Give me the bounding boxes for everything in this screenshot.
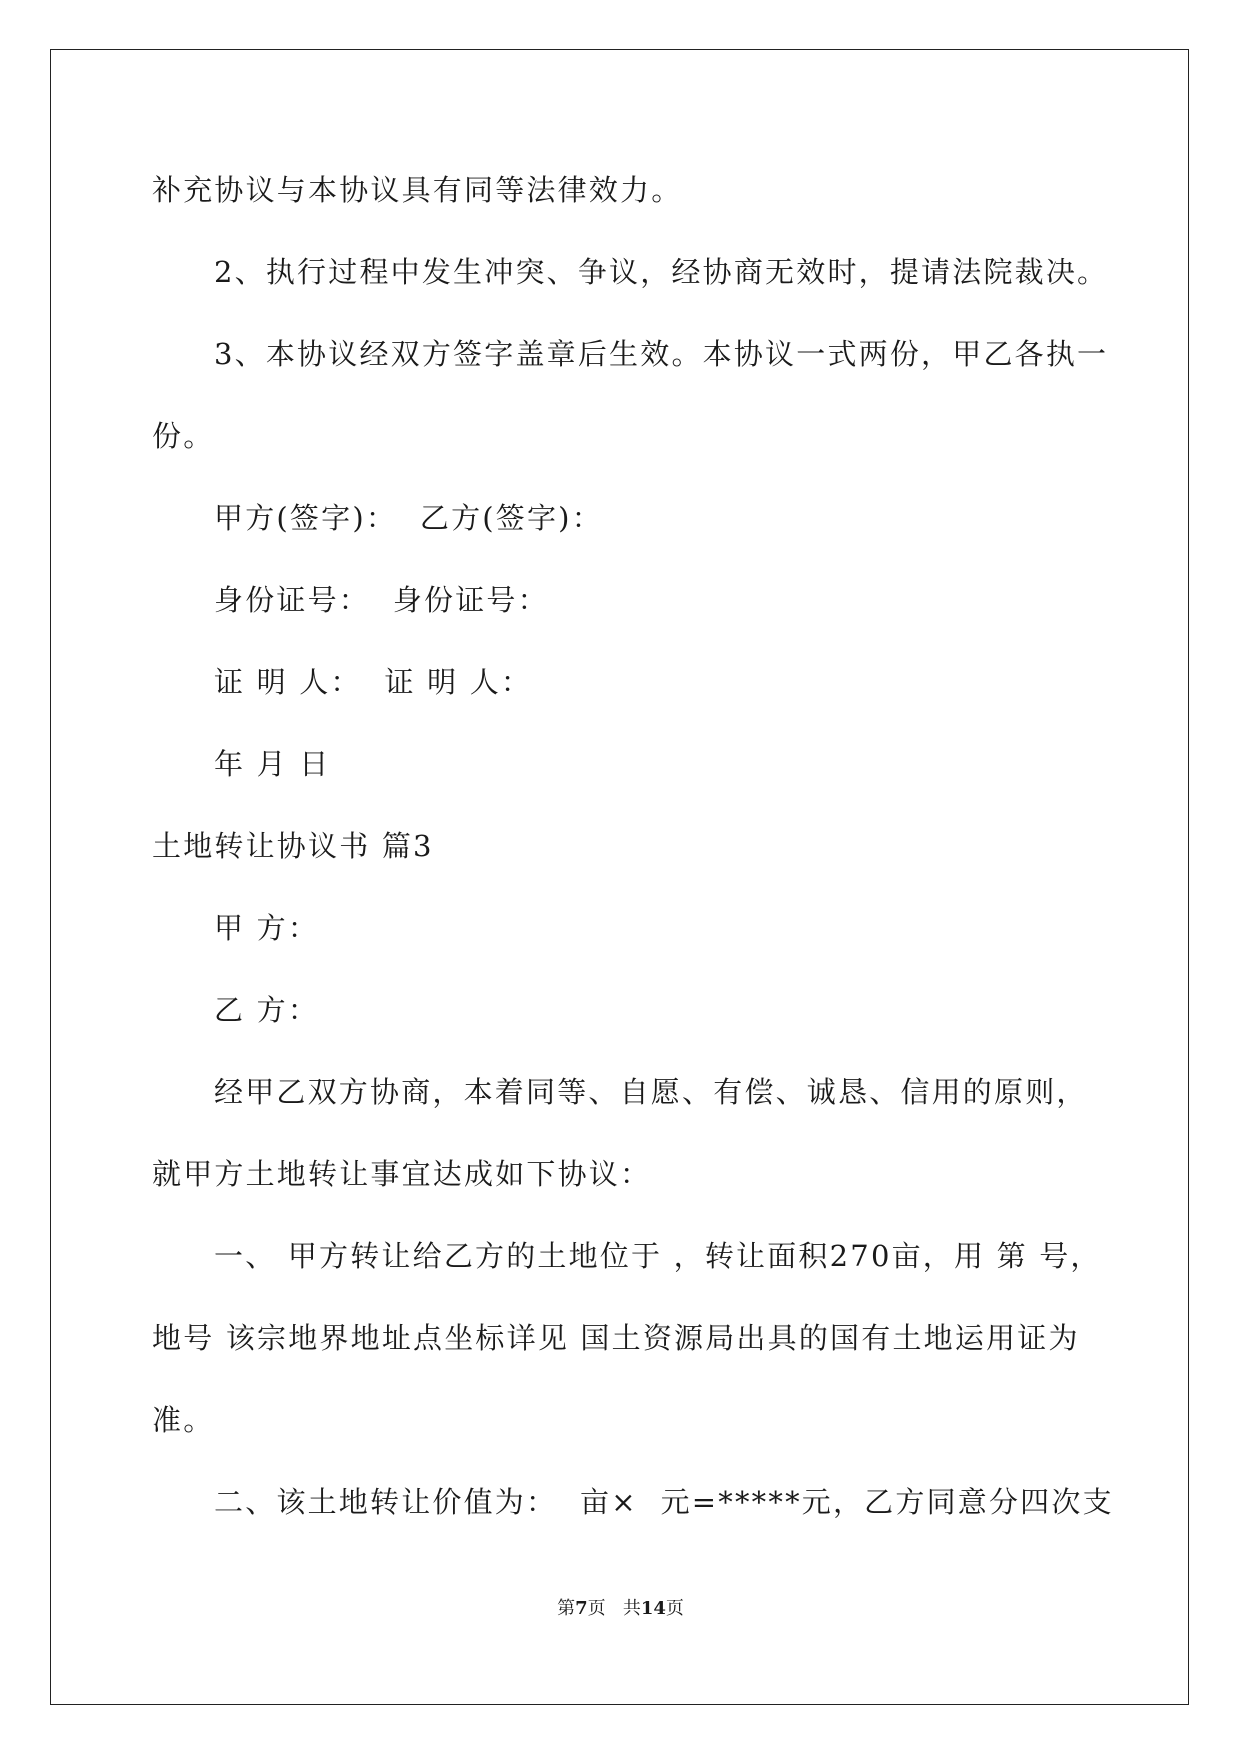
current-page-number: 7 [575,1598,588,1619]
text-line: 地号 该宗地界地址点坐标详见 国土资源局出具的国有土地运用证为 [152,1321,1080,1355]
signature-line: 甲方(签字)： 乙方(签字)： [214,501,603,535]
total-page-count: 14 [640,1598,666,1619]
party-b-line: 乙 方： [214,993,320,1027]
page-border [50,49,1189,1705]
text-line: 准。 [152,1403,215,1437]
footer-page-suffix: 页 [587,1598,606,1619]
text-line: 二、该土地转让价值为： 亩× 元=*****元，乙方同意分四次支 [214,1485,1114,1519]
text-line: 3、本协议经双方签字盖章后生效。本协议一式两份，甲乙各执一 [214,337,1109,371]
text-line: 补充协议与本协议具有同等法律效力。 [152,173,683,207]
date-line: 年 月 日 [214,747,331,781]
text-line: 份。 [152,419,215,453]
page-footer [0,1598,1241,1620]
party-a-line: 甲 方： [214,911,320,945]
id-number-line: 身份证号： 身份证号： [214,583,549,617]
text-line: 一、 甲方转让给乙方的土地位于 ，转让面积270亩，用 第 号， [214,1239,1102,1273]
text-line: 经甲乙双方协商，本着同等、自愿、有偿、诚恳、信用的原则， [214,1075,1088,1109]
section-heading: 土地转让协议书 篇3 [152,829,434,863]
text-line: 2、执行过程中发生冲突、争议，经协商无效时，提请法院裁决。 [214,255,1109,289]
text-line: 就甲方土地转让事宜达成如下协议： [152,1157,652,1191]
footer-total-suffix: 页 [665,1598,684,1619]
footer-total-prefix: 共 [622,1598,641,1619]
footer-prefix: 第 [557,1598,576,1619]
witness-line: 证 明 人： 证 明 人： [214,665,533,699]
